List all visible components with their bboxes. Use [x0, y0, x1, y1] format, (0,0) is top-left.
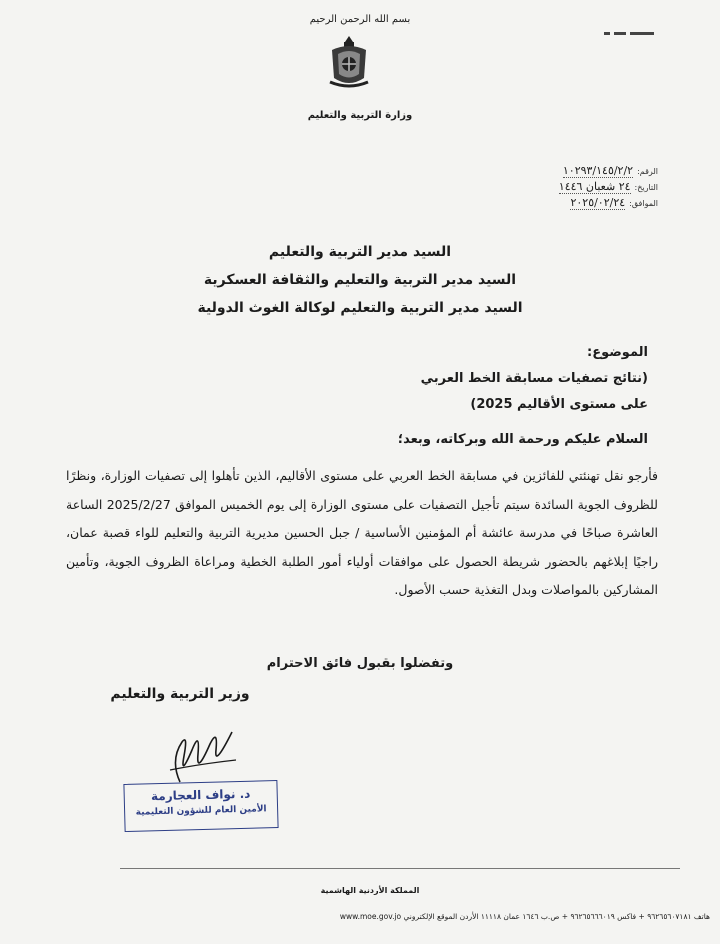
- reference-number-value: ١٠٢٩٣/١٤٥/٢/٢: [562, 164, 634, 177]
- subject-line: على مستوى الأقاليم 2025): [470, 397, 648, 412]
- jordan-coat-of-arms-icon: [326, 34, 372, 90]
- reference-corresponding-row: [508, 196, 658, 212]
- addressee-line: السيد مدير التربية والتعليم لوكالة الغوث الدولية: [197, 300, 523, 316]
- reference-number-label: الرقم:: [637, 167, 658, 176]
- reference-corresponding-label: الموافق:: [629, 199, 658, 208]
- addressees: [150, 238, 570, 322]
- handwritten-mark: [604, 28, 656, 40]
- footer-contact: هاتف ٩٦٢٦٥٦٠٧١٨١ + فاكس ٩٦٢٦٥٦٦٦٠١٩ + ص.ب ١٦٤٦ عمان ١١١١٨ الأردن الموقع الإلكتروني www.moe.gov.jo: [339, 912, 710, 921]
- letter-body: فأرجو نقل تهنئتي للفائزين في مسابقة الخط العربي على مستوى الأقاليم، الذين تأهلوا إلى تصفيات الوزارة، ونظرًا للظروف الجوية السائدة سيتم تأجيل التصفيات على مستوى الوزارة إلى يوم الخميس الموافق 2025/2/27 الساعة العاشرة صباحًا في مدرسة عائشة أم المؤمنين الأساسية / جبل الحسين مديرية التربية والتعليم للواء قصبة عمان، راجيًا إبلاغهم بالحضور شريطة الحصول على موافقات أولياء أمور الطلبة الخطية ومراعاة الظروف الجوية، وتأمين المشاركين بالمواصلات وبدل التغذية حسب الأصول.: [66, 468, 658, 597]
- subject-line: (نتائج تصفيات مسابقة الخط العربي: [420, 371, 648, 386]
- stamp-name: د. نواف العجارمة: [150, 786, 251, 804]
- official-stamp: [123, 780, 278, 832]
- addressee-line: السيد مدير التربية والتعليم: [268, 244, 452, 260]
- reference-date-label: التاريخ:: [634, 183, 658, 192]
- closing-line: وتفضلوا بقبول فائق الاحترام: [266, 656, 454, 671]
- reference-number-row: [508, 164, 658, 180]
- reference-date-row: [508, 180, 658, 196]
- reference-block: [508, 164, 658, 212]
- subject-label: الموضوع:: [587, 345, 648, 360]
- basmala: بسم الله الرحمن الرحيم: [309, 14, 411, 25]
- ministry-name: وزارة التربية والتعليم: [307, 110, 413, 121]
- reference-corresponding-value: ٢٠٢٥/٠٢/٢٤: [570, 196, 626, 209]
- subject-block: [228, 340, 648, 418]
- addressee-line: السيد مدير التربية والتعليم والثقافة العسكرية: [203, 272, 517, 288]
- greeting: السلام عليكم ورحمة الله وبركاته، وبعد؛: [397, 432, 648, 447]
- signature: [140, 720, 250, 790]
- minister-title: وزير التربية والتعليم: [110, 686, 250, 702]
- footer-country: المملكة الأردنية الهاشمية: [320, 886, 420, 895]
- reference-date-value: ٢٤ شعبان ١٤٤٦: [558, 180, 631, 193]
- stamp-title: الأمين العام للشؤون التعليمية: [135, 804, 267, 818]
- footer-divider: [120, 868, 680, 869]
